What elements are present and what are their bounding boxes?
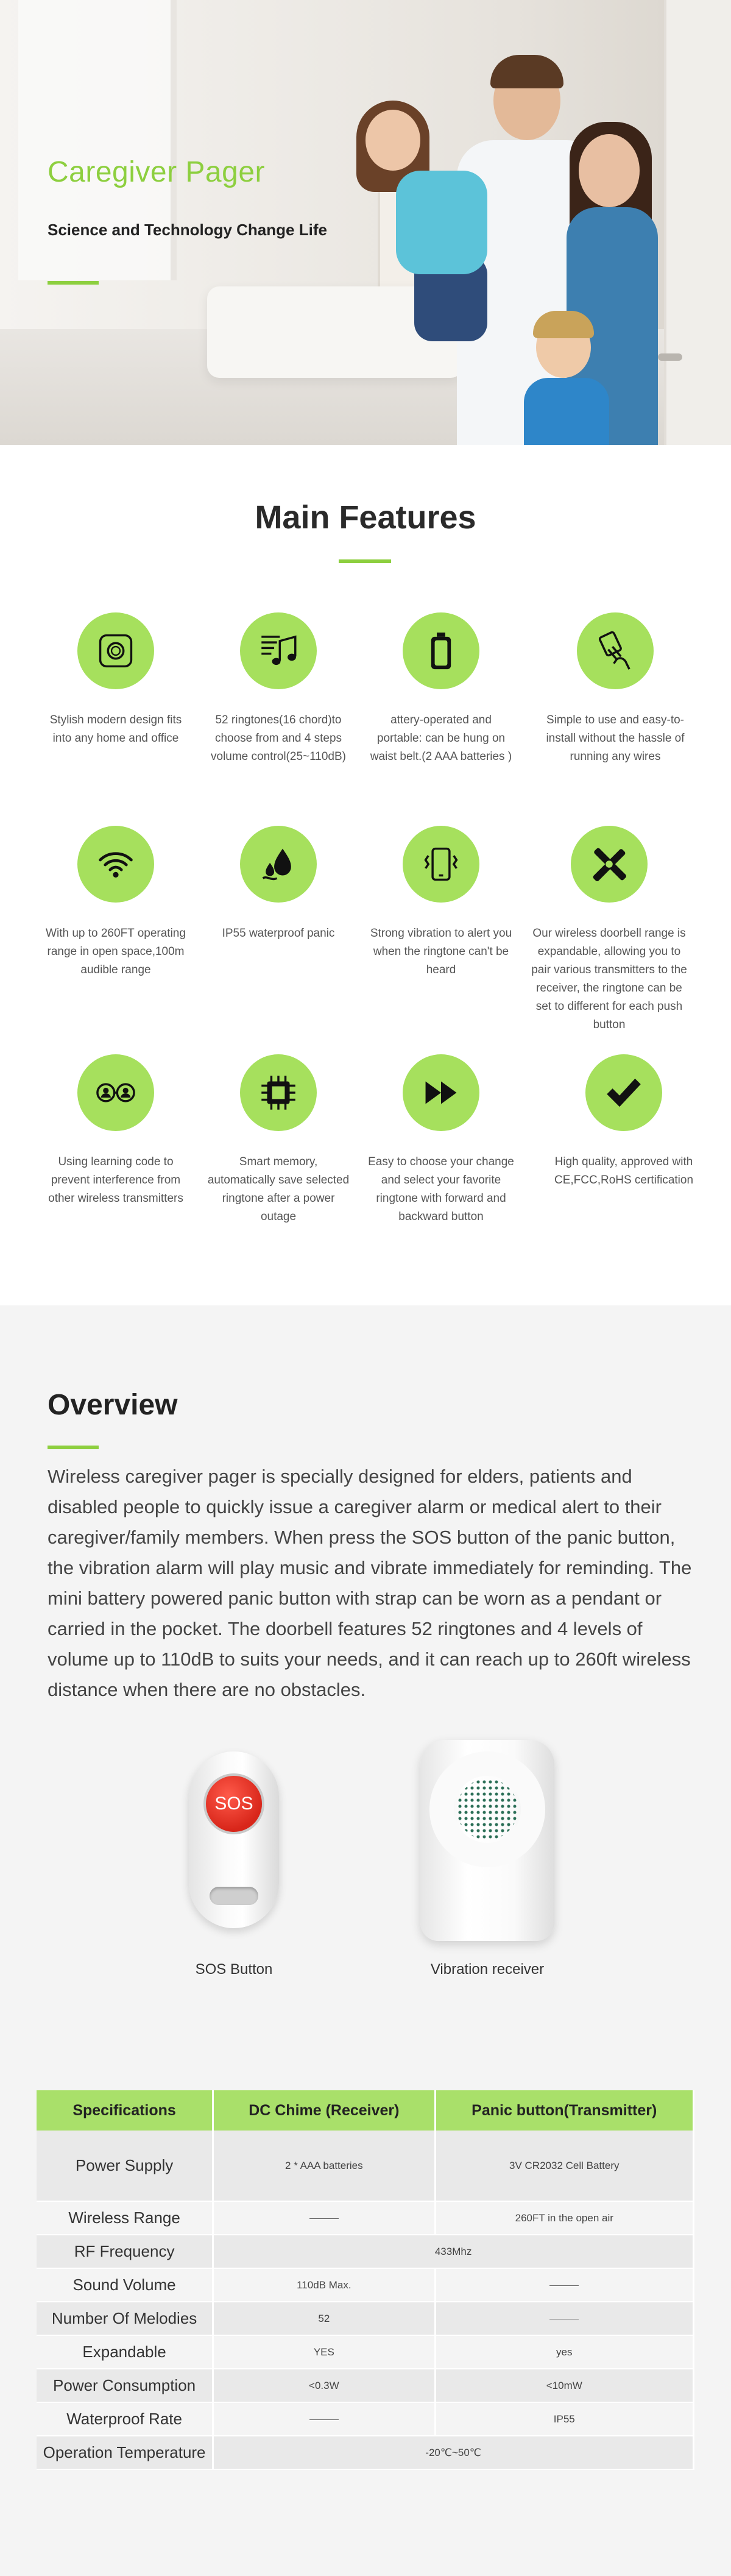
feature-text: With up to 260FT operating range in open space,100m audible range	[46, 927, 186, 976]
feature-ringtones	[205, 612, 351, 766]
feature-text: attery-operated and portable: can be hung on waist belt.(2 AAA batteries )	[370, 714, 512, 763]
transmitter-value-empty	[435, 2302, 693, 2335]
feature-install	[542, 612, 688, 766]
sos-button-device	[189, 1751, 279, 1928]
transmitter-value: 3V CR2032 Cell Battery	[435, 2131, 693, 2201]
feature-expandable	[530, 826, 688, 1034]
receiver-value-empty	[213, 2402, 435, 2436]
table-row	[37, 2235, 694, 2268]
features-accent-bar	[339, 559, 391, 563]
merged-value: -20℃~50℃	[213, 2436, 694, 2469]
user-switch-icon	[77, 1054, 154, 1131]
hand-press-icon	[577, 612, 654, 689]
sos-red-button: SOS	[203, 1773, 264, 1834]
feature-text: Smart memory, automatically save selected ringtone after a power outage	[207, 1155, 350, 1223]
vibration-receiver-device	[420, 1740, 554, 1941]
merged-value: 433Mhz	[213, 2235, 694, 2268]
receiver-value-empty	[213, 2201, 435, 2235]
transmitter-value: <10mW	[435, 2369, 693, 2402]
checkmark-icon	[585, 1054, 662, 1131]
phone-vibrate-icon	[403, 826, 479, 903]
table-row	[37, 2369, 694, 2402]
feature-text: IP55 waterproof panic	[222, 927, 335, 940]
feature-text: Our wireless doorbell range is expandable, allowing you to pair various transmitters to the receiver, the ringtone can be set to different for each push button	[531, 927, 687, 1031]
row-label: Operation Temperature	[37, 2436, 213, 2469]
mother-head	[579, 134, 640, 207]
table-row	[37, 2131, 694, 2201]
girl-figure	[396, 171, 487, 274]
feature-text: Strong vibration to alert you when the ringtone can't be heard	[370, 927, 512, 976]
receiver-value: 52	[213, 2302, 435, 2335]
family-photo	[353, 49, 670, 445]
music-note-icon	[240, 612, 317, 689]
father-hair	[490, 55, 563, 88]
transmitter-value: 260FT in the open air	[435, 2201, 693, 2235]
feature-text: Using learning code to prevent interference from other wireless transmitters	[48, 1155, 183, 1205]
speaker-outline	[454, 1776, 521, 1843]
receiver-value: YES	[213, 2335, 435, 2369]
boy-hair	[533, 311, 594, 338]
overview-title: Overview	[48, 1389, 178, 1421]
row-label: RF Frequency	[37, 2235, 213, 2268]
header-receiver: DC Chime (Receiver)	[213, 2090, 435, 2131]
row-label: Number Of Melodies	[37, 2302, 213, 2335]
table-row	[37, 2402, 694, 2436]
receiver-value: 110dB Max.	[213, 2268, 435, 2302]
row-label: Power Consumption	[37, 2369, 213, 2402]
hero-text	[48, 155, 327, 285]
feature-memory	[205, 1054, 351, 1226]
transmitter-value: yes	[435, 2335, 693, 2369]
feature-text: Simple to use and easy-to-install without the hassle of running any wires	[546, 714, 685, 763]
square-design-icon	[77, 612, 154, 689]
transmitter-value-empty	[435, 2268, 693, 2302]
dash-icon	[309, 2218, 339, 2219]
feature-text: Easy to choose your change and select your favorite ringtone with forward and backward button	[368, 1155, 514, 1223]
feature-design	[43, 612, 189, 748]
boy-figure	[524, 378, 609, 445]
header-specifications: Specifications	[37, 2090, 213, 2131]
row-label: Wireless Range	[37, 2201, 213, 2235]
hero-title: Caregiver Pager	[48, 156, 265, 188]
header-transmitter: Panic button(Transmitter)	[435, 2090, 693, 2131]
row-label: Sound Volume	[37, 2268, 213, 2302]
specifications-table	[37, 2090, 694, 2470]
dash-icon	[549, 2285, 579, 2286]
feature-battery	[368, 612, 514, 766]
chip-icon	[240, 1054, 317, 1131]
feature-text: 52 ringtones(16 chord)to choose from and 4 steps volume control(25~110dB)	[211, 714, 346, 763]
features-title: Main Features	[255, 499, 476, 536]
girl-head	[366, 110, 420, 171]
row-label: Power Supply	[37, 2131, 213, 2201]
receiver-value: <0.3W	[213, 2369, 435, 2402]
row-label: Expandable	[37, 2335, 213, 2369]
feature-certification	[551, 1054, 697, 1190]
feature-vibration	[368, 826, 514, 979]
hero-banner	[0, 0, 731, 445]
overview-description: Wireless caregiver pager is specially designed for elders, patients and disabled people to quickly issue a caregiver alarm or medical alert to their caregiver/family members. When press the SOS button of the panic button, the vibration alarm will play music and vibrate immediately for reminding. The mini battery powered panic button with strap can be worn as a pendant or carried in the pocket. The doorbell features 52 ringtones and 4 levels of volume up to 110dB to suits your needs, and it can reach up to 260ft wireless distance when there are no obstacles.	[48, 1466, 692, 1700]
table-header-row	[37, 2090, 694, 2131]
feature-text: High quality, approved with CE,FCC,RoHS certification	[554, 1155, 694, 1187]
overview-accent-bar	[48, 1446, 99, 1449]
transmitter-value: IP55	[435, 2402, 693, 2436]
table-row	[37, 2436, 694, 2469]
sos-button-caption: SOS Button	[195, 1961, 273, 1978]
table-row	[37, 2268, 694, 2302]
fast-forward-icon	[403, 1054, 479, 1131]
table-row	[37, 2201, 694, 2235]
water-drop-icon	[240, 826, 317, 903]
receiver-caption: Vibration receiver	[430, 1961, 545, 1978]
receiver-led	[484, 1765, 491, 1773]
strap-slot	[210, 1887, 258, 1905]
hero-subtitle: Science and Technology Change Life	[48, 221, 327, 239]
hero-accent-bar	[48, 281, 99, 285]
feature-text: Stylish modern design fits into any home and office	[49, 714, 182, 745]
feature-learning-code	[43, 1054, 189, 1208]
tools-icon	[571, 826, 648, 903]
feature-range	[43, 826, 189, 979]
receiver-value: 2 * AAA batteries	[213, 2131, 435, 2201]
hero-door	[664, 0, 731, 445]
row-label: Waterproof Rate	[37, 2402, 213, 2436]
sos-button-caption-wrap	[173, 1961, 295, 1978]
wifi-icon	[77, 826, 154, 903]
battery-icon	[403, 612, 479, 689]
table-row	[37, 2302, 694, 2335]
feature-waterproof	[205, 826, 351, 943]
feature-forward-backward	[368, 1054, 514, 1226]
dash-icon	[309, 2419, 339, 2420]
table-row	[37, 2335, 694, 2369]
receiver-caption-wrap	[414, 1961, 560, 1978]
